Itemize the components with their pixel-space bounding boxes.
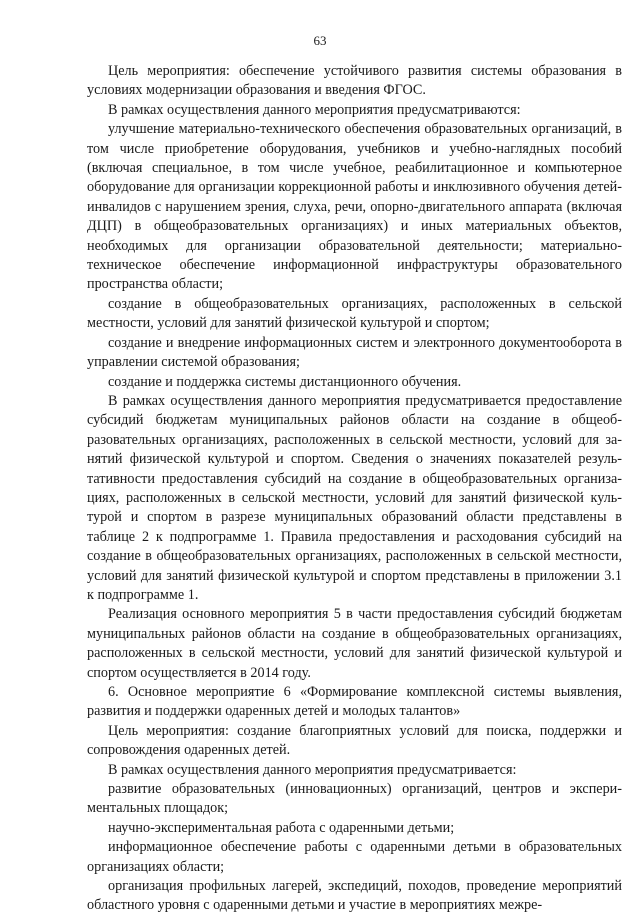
paragraph: улучшение материально-технического обеспечения образовательных организаций, в том числе приобретение оборудования, учебников и учебно-наглядных пособий (включая специальное, в том числе учебное, реабилитационное и компьютерное оборудование для организации коррекционной работы и инклюзивного обучения детей-инвалидов с нарушением зрения, слуха, речи, опорно-двигательного аппарата (включая ДЦП) в общеобразовательных организациях) и иных материальных объектов, необходимых для организации образовательной деятельности; материально-техническое обеспечение информационной инфраструктуры образовательного пространства области; [87,121,622,293]
paragraph: информационное обеспечение работы с одаренными детьми в образовательных организациях области; [87,839,622,875]
paragraph: Цель мероприятия: обеспечение устойчивого развития системы образования в условиях модернизации образования и введения ФГОС. [87,63,622,99]
paragraph: организация профильных лагерей, экспедиций, походов, проведение мероприятий областного уровня с одаренными детьми и участие в мероприятиях межре- [87,878,622,914]
paragraph: В рамках осуществления данного мероприятия предусматривается предоставление субсидий бюджетам муниципальных районов области на создание в общеобразовательных организациях, расположенных в сельской местности, условий для занятий физической культурой и спортом. Сведения о значениях показателей результативности предоставления субсидий на создание в общеобразовательных организациях, расположенных в сельской местности, условий для занятий физической культурой и спортом в разрезе муниципальных образований области представлены в таблице 2 к подпрограмме 1. Правила предоставления и расходования субсидий на создание в общеобразовательных организациях, расположенных в сельской местности, условий для занятий физической культурой и спортом представлены в приложении 3.1 к подпрограмме 1. [87,392,622,603]
paragraph: В рамках осуществления данного мероприятия предусматриваются: [108,101,521,118]
paragraph: создание и внедрение информационных систем и электронного документооборота в управлении системой образования; [87,334,622,371]
paragraph: В рамках осуществления данного мероприятия предусматривается: [108,761,517,778]
paragraph: Цель мероприятия: создание благоприятных условий для поиска, поддержки и сопровождения одаренных детей. [87,722,622,759]
paragraph: создание в общеобразовательных организациях, расположенных в сельской местности, условий для занятий физической культурой и спортом; [87,295,622,332]
paragraph: научно-экспериментальная работа с одаренными детьми; [108,819,455,836]
paragraph: развитие образовательных (инновационных) организаций, центров и экспериментальных площадок; [87,781,622,817]
section-heading: 6. Основное мероприятие 6 «Формирование комплексной системы выявления, развития и поддержки одаренных детей и молодых талантов» [87,684,622,720]
paragraph: создание и поддержка системы дистанционного обучения. [108,373,462,390]
page-number: 63 [313,33,327,48]
page-body [87,62,622,916]
paragraph: Реализация основного мероприятия 5 в части предоставления субсидий бюджетам муниципальных районов области на создание в общеобразовательных организациях, расположенных в сельской местности, условий для занятий физической культурой и спортом осуществляется в 2014 году. [87,606,622,681]
